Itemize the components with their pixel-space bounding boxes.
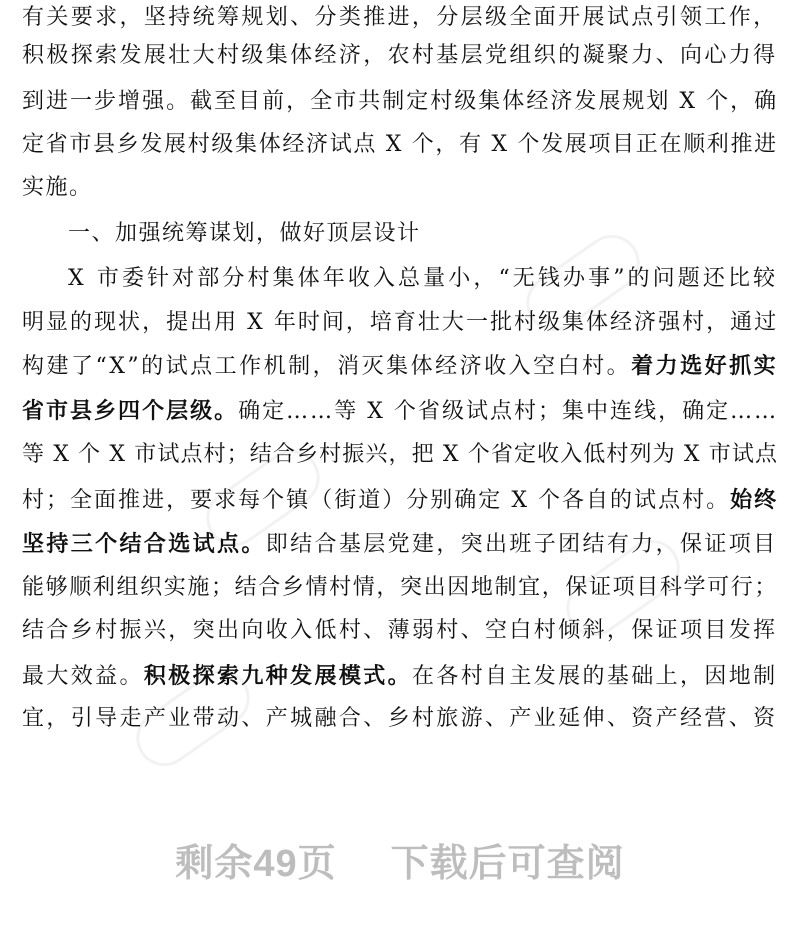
paragraph-line: [22, 486, 778, 514]
paragraph-line: [22, 617, 778, 645]
paragraph-line: [22, 397, 778, 425]
body-text: 村；全面推进，要求每个镇（街道）分别确定 X 个各自的试点村。: [22, 488, 731, 513]
body-text: 最大效益。: [22, 664, 144, 689]
bold-emphasis-text: 坚持三个结合选试点。: [22, 531, 266, 557]
body-text: 明显的现状，提出用 X 年时间，培育壮大一批村级集体经济强村，通过: [22, 310, 779, 335]
remaining-pages-text: 剩余49页: [175, 843, 337, 885]
body-text: 宜，引导走产业带动、产城融合、乡村旅游、产业延伸、资产经营、资: [22, 706, 778, 731]
paragraph-line: [22, 174, 93, 202]
paragraph-line: [22, 88, 778, 116]
body-text: 确定……等 X 个省级试点村；集中连线，确定……: [238, 399, 779, 424]
body-text: 能够顺利组织实施；结合乡情村情，突出因地制宜，保证项目科学可行；: [22, 575, 779, 600]
body-text: X 市委针对部分村集体年收入总量小，“无钱办事”的问题还比较: [68, 266, 779, 291]
body-text: 构建了“X”的试点工作机制，消灭集体经济收入空白村。: [22, 354, 632, 379]
paragraph-line-indented: [68, 220, 421, 248]
body-text: 到进一步增强。截至目前，全市共制定村级集体经济发展规划 X 个，确: [22, 89, 779, 114]
paragraph-line: [22, 441, 778, 469]
body-text: 即结合基层党建，突出班子团结有力，保证项目: [265, 532, 778, 557]
download-prompt[interactable]: [0, 832, 800, 887]
paragraph-line-indented: [68, 265, 778, 293]
download-to-view-text: 下载后可查阅: [390, 843, 625, 885]
bold-emphasis-text: 始终: [730, 487, 779, 513]
paragraph-line: [22, 662, 778, 690]
paragraph-line: [22, 131, 778, 159]
bold-emphasis-text: 着力选好抓实: [631, 353, 779, 379]
body-text: 在各村自主发展的基础上，因地制: [411, 664, 778, 689]
body-text: 等 X 个 X 市试点村；结合乡村振兴，把 X 个省定收入低村列为 X 市试点: [22, 442, 779, 467]
paragraph-line: [22, 352, 778, 380]
body-text: 有关要求，坚持统筹规划、分类推进，分层级全面开展试点引领工作，: [22, 5, 778, 30]
paragraph-line: [22, 705, 778, 733]
body-text: 定省市县乡发展村级集体经济试点 X 个，有 X 个发展项目正在顺利推进: [22, 132, 778, 157]
paragraph-line: [22, 42, 778, 70]
bold-emphasis-text: 积极探索九种发展模式。: [143, 663, 412, 689]
paragraph-line: [22, 309, 778, 337]
bold-emphasis-text: 省市县乡四个层级。: [22, 398, 239, 424]
body-text: 实施。: [22, 175, 93, 200]
body-text: 一、加强统筹谋划，做好顶层设计: [68, 221, 421, 246]
body-text: 结合乡村振兴，突出向收入低村、薄弱村、空白村倾斜，保证项目发挥: [22, 618, 778, 643]
paragraph-line: [22, 4, 778, 32]
body-text: 积极探索发展壮大村级集体经济，农村基层党组织的凝聚力、向心力得: [22, 43, 778, 68]
